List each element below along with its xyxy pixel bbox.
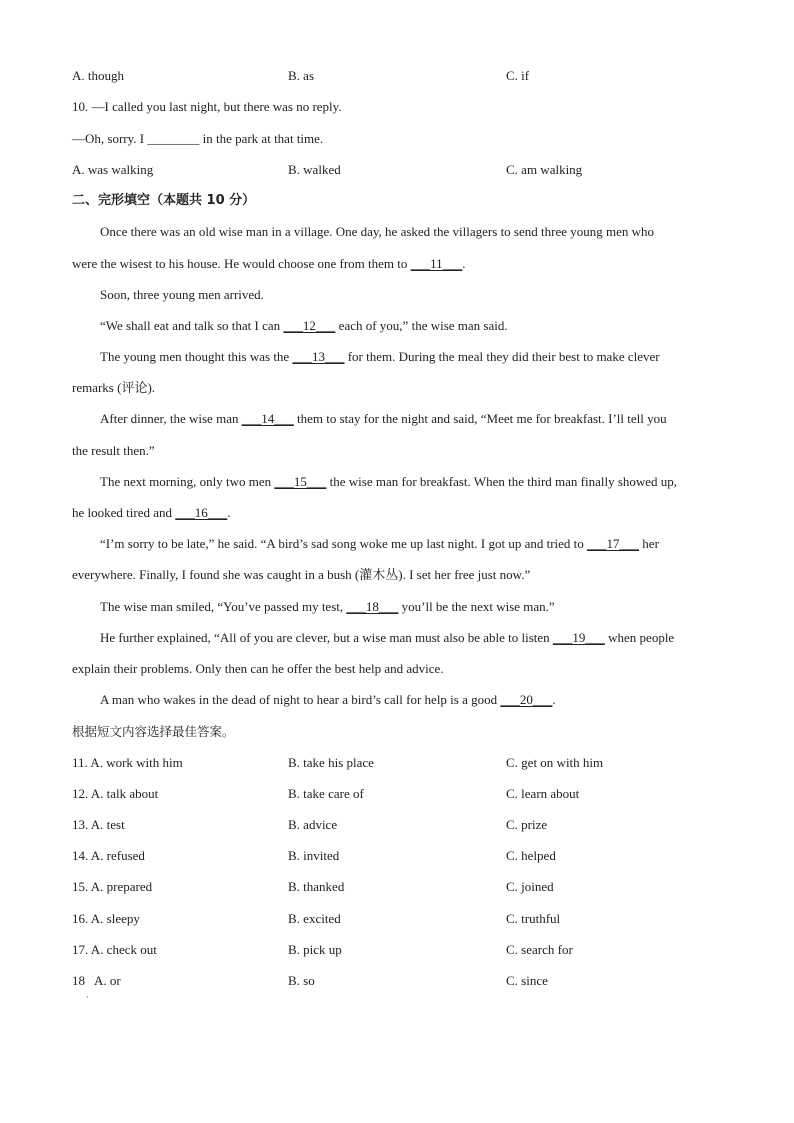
q13-option-a: 13. A. test	[72, 817, 125, 832]
q10-response: —Oh, sorry. I ________ in the park at that time.	[72, 131, 324, 146]
q15-option-c: C. joined	[506, 879, 554, 894]
q17-option-b: B. pick up	[288, 942, 342, 957]
passage-line: “I’m sorry to be late,” he said. “A bird’s sad song woke me up last night. I got up and tried to ___17___ her	[100, 536, 659, 551]
section-heading: 二、完形填空（本题共 10 分）	[72, 193, 256, 208]
blank-14: ___14___	[241, 411, 294, 426]
blank-19: ___19___	[552, 630, 605, 645]
q16-option-a: 16. A. sleepy	[72, 911, 140, 926]
q14-option-b: B. invited	[288, 848, 340, 863]
passage-line: He further explained, “All of you are clever, but a wise man must also be able to listen ___19___ when people	[100, 630, 675, 645]
q13-option-c: C. prize	[506, 817, 548, 832]
q9-option-c: C. if	[506, 68, 530, 83]
passage-line: A man who wakes in the dead of night to hear a bird’s call for help is a good ___20___.	[100, 692, 556, 707]
q15-option-b: B. thanked	[288, 879, 345, 894]
passage-line: The next morning, only two men ___15___ the wise man for breakfast. When the third man finally showed up,	[100, 474, 678, 489]
q18-option-b: B. so	[288, 973, 315, 988]
q10-option-c: C. am walking	[506, 162, 583, 177]
blank-11: ___11___	[410, 256, 463, 271]
q11-option-a: 11. A. work with him	[72, 755, 183, 770]
instruction-text: 根据短文内容选择最佳答案。	[72, 724, 235, 739]
q10-prompt: 10. —I called you last night, but there was no reply.	[72, 99, 342, 114]
q14-option-a: 14. A. refused	[72, 848, 145, 863]
q12-option-c: C. learn about	[506, 786, 580, 801]
q10-option-a: A. was walking	[72, 162, 154, 177]
q14-option-c: C. helped	[506, 848, 556, 863]
q9-option-b: B. as	[288, 68, 314, 83]
passage-line: he looked tired and ___16___.	[72, 505, 231, 520]
blank-15: ___15___	[274, 474, 327, 489]
blank-18: ___18___	[346, 599, 399, 614]
q10-blank: ________	[147, 131, 200, 146]
blank-17: ___17___	[587, 536, 640, 551]
blank-12: ___12___	[283, 318, 336, 333]
blank-20: ___20___	[500, 692, 553, 707]
blank-13: ___13___	[292, 349, 345, 364]
q9-option-a: A. though	[72, 68, 124, 83]
q12-option-b: B. take care of	[288, 786, 364, 801]
q16-option-c: C. truthful	[506, 911, 561, 926]
q13-option-b: B. advice	[288, 817, 338, 832]
q17-option-c: C. search for	[506, 942, 573, 957]
passage-line: remarks (评论).	[72, 380, 156, 395]
q15-option-a: 15. A. prepared	[72, 879, 153, 894]
passage-line: Once there was an old wise man in a village. One day, he asked the villagers to send three young men who	[100, 224, 655, 239]
passage-line: everywhere. Finally, I found she was caught in a bush (灌木丛). I set her free just now.”	[72, 567, 531, 582]
q17-option-a: 17. A. check out	[72, 942, 157, 957]
passage-line: The young men thought this was the ___13___ for them. During the meal they did their best to make clever	[100, 349, 660, 364]
q18-option-a: 18 A. or	[72, 973, 121, 988]
blank-16: ___16___	[175, 505, 228, 520]
passage-line: were the wisest to his house. He would choose one from them to ___11___.	[72, 256, 466, 271]
passage-line: After dinner, the wise man ___14___ them to stay for the night and said, “Meet me for breakfast. I’ll tell you	[100, 411, 667, 426]
stray-dot-mark: ·	[86, 993, 89, 1002]
q10-option-b: B. walked	[288, 162, 341, 177]
q11-option-c: C. get on with him	[506, 755, 604, 770]
q18-option-c: C. since	[506, 973, 548, 988]
q12-option-a: 12. A. talk about	[72, 786, 159, 801]
q16-option-b: B. excited	[288, 911, 341, 926]
passage-line: explain their problems. Only then can he offer the best help and advice.	[72, 661, 444, 676]
q11-option-b: B. take his place	[288, 755, 374, 770]
passage-line: The wise man smiled, “You’ve passed my test, ___18___ you’ll be the next wise man.”	[100, 599, 555, 614]
passage-line: “We shall eat and talk so that I can ___12___ each of you,” the wise man said.	[100, 318, 508, 333]
passage-line: Soon, three young men arrived.	[100, 287, 264, 302]
passage-line: the result then.”	[72, 443, 155, 458]
